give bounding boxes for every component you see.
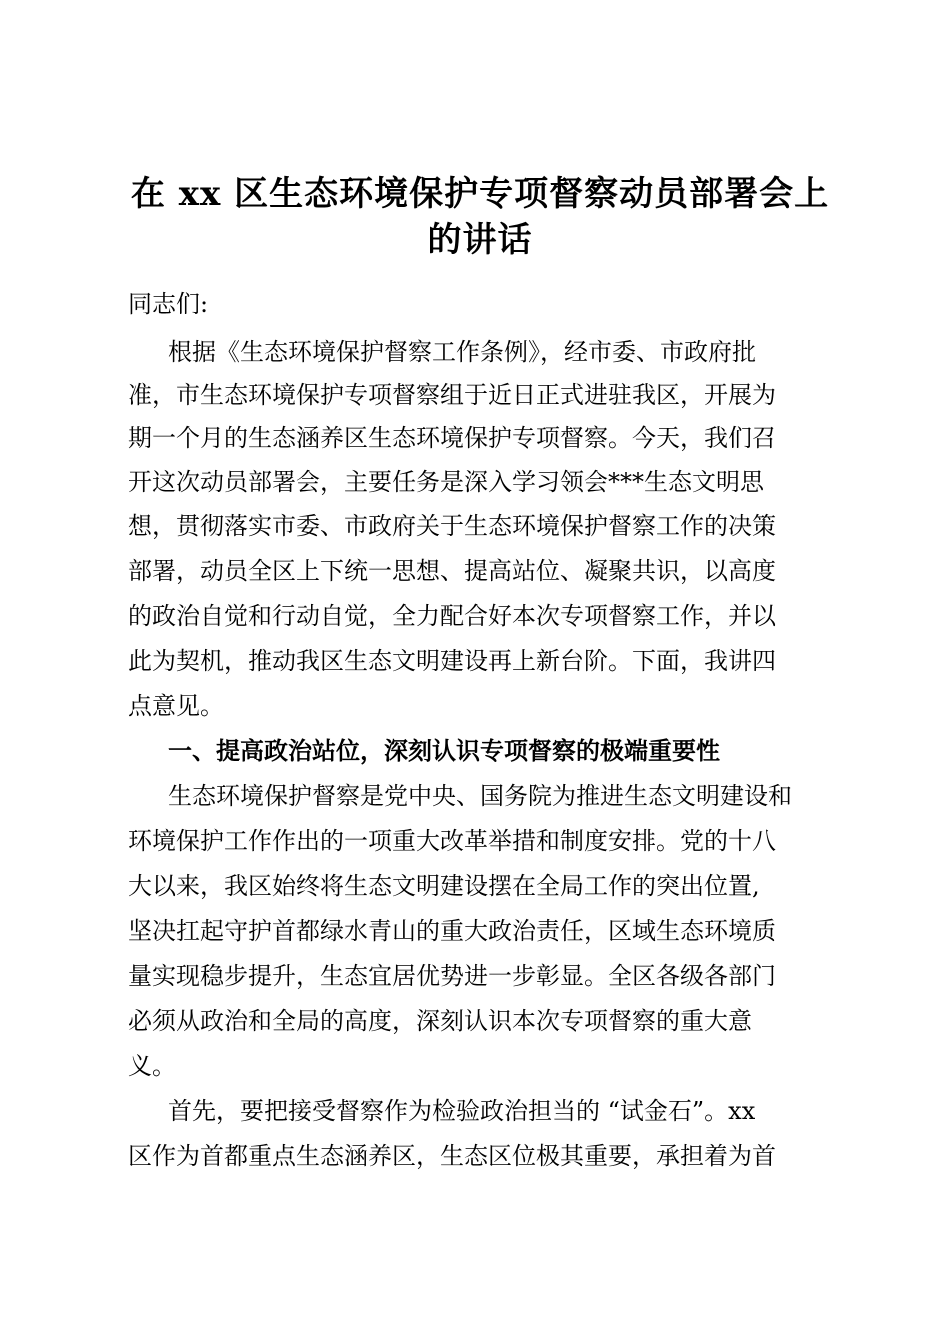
paragraph-1-line-6: 部署，动员全区上下统一思想、提高站位、凝聚共识，以高度 [128,557,776,585]
paragraph-3-line-1: 首先，要把接受督察作为检验政治担当的 “试金石”。xx [168,1097,756,1125]
paragraph-1-line-5: 想，贯彻落实市委、市政府关于生态环境保护督察工作的决策 [128,512,776,540]
paragraph-2-line-5: 量实现稳步提升，生态宜居优势进一步彰显。全区各级各部门 [128,962,776,990]
paragraph-2-line-3: 大以来，我区始终将生态文明建设摆在全局工作的突出位置, [128,872,760,900]
paragraph-2-line-4: 坚决扛起守护首都绿水青山的重大政治责任，区域生态环境质 [128,917,776,945]
paragraph-2-line-1: 生态环境保护督察是党中央、国务院为推进生态文明建设和 [168,782,792,810]
document-title-line-1: 在 xx 区生态环境保护专项督察动员部署会上 [130,174,830,214]
paragraph-1-line-7: 的政治自觉和行动自觉，全力配合好本次专项督察工作，并以 [128,602,776,630]
document-title-line-2: 的讲话 [427,220,533,260]
paragraph-1-line-8: 此为契机，推动我区生态文明建设再上新台阶。下面，我讲四 [128,647,776,675]
paragraph-2-line-6: 必须从政治和全局的高度，深刻认识本次专项督察的重大意 [128,1007,752,1035]
salutation: 同志们: [128,290,209,318]
paragraph-2-line-2: 环境保护工作作出的一项重大改革举措和制度安排。党的十八 [128,827,776,855]
paragraph-3-line-2: 区作为首都重点生态涵养区，生态区位极其重要，承担着为首 [128,1142,776,1170]
paragraph-1-line-4: 开这次动员部署会，主要任务是深入学习领会***生态文明思 [128,468,764,496]
paragraph-2-line-7: 义。 [128,1052,176,1080]
paragraph-1-line-2: 准，市生态环境保护专项督察组于近日正式进驻我区，开展为 [128,381,776,409]
paragraph-1-line-3: 期一个月的生态涵养区生态环境保护专项督察。今天，我们召 [128,424,776,452]
paragraph-1-line-1: 根据《生态环境保护督察工作条例》，经市委、市政府批 [168,338,756,366]
section-heading-1: 一、提高政治站位，深刻认识专项督察的极端重要性 [168,736,720,765]
paragraph-1-line-9: 点意见。 [128,692,224,720]
